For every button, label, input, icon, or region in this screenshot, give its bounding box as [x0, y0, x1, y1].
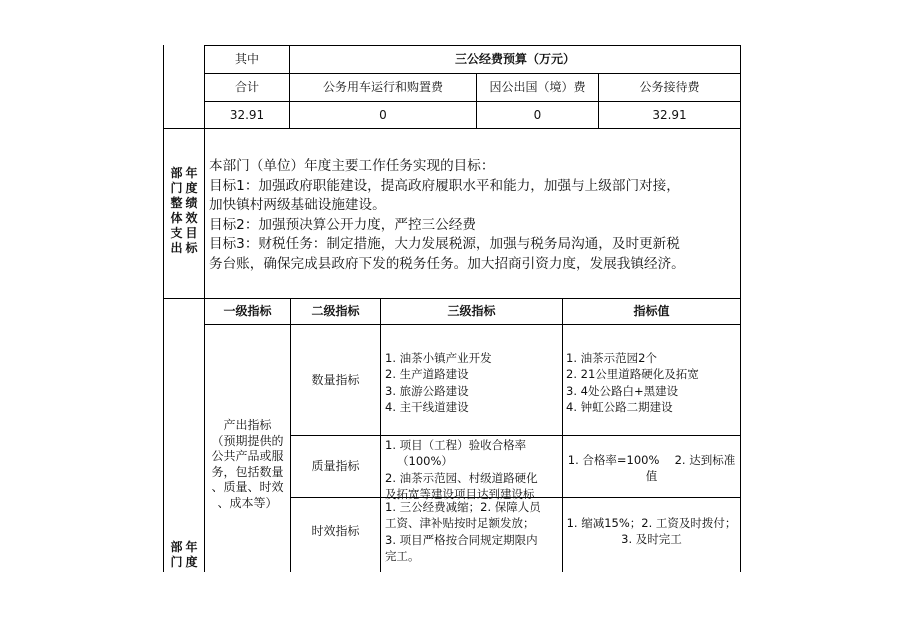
- goals-line: 目标2：加强预决算公开力度，严控三公经费: [209, 216, 476, 233]
- budget-header-abroad: 因公出国（境）费: [489, 80, 586, 94]
- hline: [204, 324, 741, 325]
- goals-line: 务台账，确保完成县政府下发的税务任务。加大招商引资力度，发展我镇经济。: [209, 255, 685, 272]
- level3-quality-list: [385, 437, 561, 502]
- indicator-header-level1: 一级指标: [223, 304, 272, 318]
- table-border-right: [740, 45, 741, 572]
- list-item: 完工。: [385, 548, 420, 563]
- level2-quantity: 数量指标: [311, 372, 360, 387]
- list-item: 1. 油茶示范园2个: [566, 351, 657, 365]
- list-item: 及拓宽等建设项目达到建设标: [385, 486, 535, 501]
- list-item: 4. 钟虹公路二期建设: [566, 399, 673, 414]
- list-item: 3. 项目严格按合同规定期限内: [385, 532, 538, 547]
- list-item: 1. 项目（工程）验收合格率: [385, 438, 527, 452]
- level1-line: 公共产品或服: [211, 449, 284, 463]
- goals-line: 目标3：财税任务：制定措施，大力发展税源，加强与税务局沟通，及时更新税: [209, 236, 680, 252]
- budget-value-reception: 32.91: [652, 107, 687, 122]
- budget-header-reception: 公务接待费: [639, 80, 700, 94]
- level1-line: 、成本等）: [217, 495, 278, 510]
- value-timeliness-list: [563, 515, 740, 548]
- section1-vertical-label-left: 部门整体支出: [170, 166, 183, 255]
- goals-line: 目标1：加强政府职能建设，提高政府履职水平和能力，加强与上级部门对接，: [209, 177, 680, 194]
- indicator-header-level2: 二级指标: [311, 304, 360, 318]
- budget-header-total: 合计: [234, 80, 259, 94]
- level1-line: 务，包括数量: [211, 464, 284, 479]
- performance-goals-text: [209, 157, 744, 274]
- vline: [380, 298, 381, 572]
- list-item: 1. 三公经费减缩；2. 保障人员: [385, 500, 541, 514]
- list-item: 1. 油茶小镇产业开发: [385, 351, 492, 365]
- list-item: 1. 缩减15%；2. 工资及时拨付；: [566, 516, 737, 530]
- list-item: 2. 21公里道路硬化及拓宽: [566, 367, 699, 382]
- list-item: 2. 生产道路建设: [385, 367, 469, 382]
- list-item: 4. 主干线道建设: [385, 399, 469, 414]
- list-item: 3. 旅游公路建设: [385, 383, 469, 398]
- table-border-left: [163, 45, 164, 572]
- indicator-header-level3: 三级指标: [447, 304, 496, 318]
- level1-output-indicator: [205, 418, 290, 511]
- level1-line: 产出指标: [223, 418, 272, 432]
- level3-quantity-list: [385, 350, 561, 415]
- budget-value-total: 32.91: [229, 107, 265, 122]
- section2-vertical-label-right: 年度: [185, 540, 198, 569]
- level1-line: 、质量、时效: [211, 480, 284, 494]
- level1-line: （预期提供的: [211, 433, 284, 448]
- level2-timeliness: 时效指标: [311, 523, 360, 538]
- list-item: （100%）: [397, 454, 453, 469]
- list-item: 2. 油茶示范园、村级道路硬化: [385, 470, 538, 485]
- budget-title: 三公经费预算（万元）: [454, 52, 575, 66]
- budget-value-abroad: 0: [533, 107, 542, 122]
- list-item: 3. 及时完工: [621, 532, 682, 547]
- level2-quality: 质量指标: [311, 459, 360, 473]
- list-item: 工资、津补贴按时足额发放；: [385, 516, 535, 531]
- budget-header-vehicle: 公务用车运行和购置费: [322, 80, 443, 94]
- section2-vertical-label-left: 部门: [170, 540, 183, 569]
- indicator-header-value: 指标值: [633, 304, 670, 318]
- list-item: 值: [645, 469, 658, 484]
- goals-line: 加快镇村两级基础设施建设。: [209, 197, 386, 213]
- level3-timeliness-list: [385, 499, 561, 564]
- hline: [163, 128, 741, 129]
- value-quality-list: [563, 452, 740, 485]
- section1-vertical-label-right: 年度绩效目标: [185, 166, 198, 255]
- list-item: 3. 4处公路白+黑建设: [566, 383, 679, 398]
- budget-value-vehicle: 0: [379, 107, 387, 122]
- budget-qizhong-label: 其中: [234, 52, 259, 66]
- value-quantity-list: [566, 350, 738, 415]
- list-item: 1. 合格率=100% 2. 达到标准: [567, 453, 736, 467]
- goals-line: 本部门（单位）年度主要工作任务实现的目标：: [209, 158, 495, 174]
